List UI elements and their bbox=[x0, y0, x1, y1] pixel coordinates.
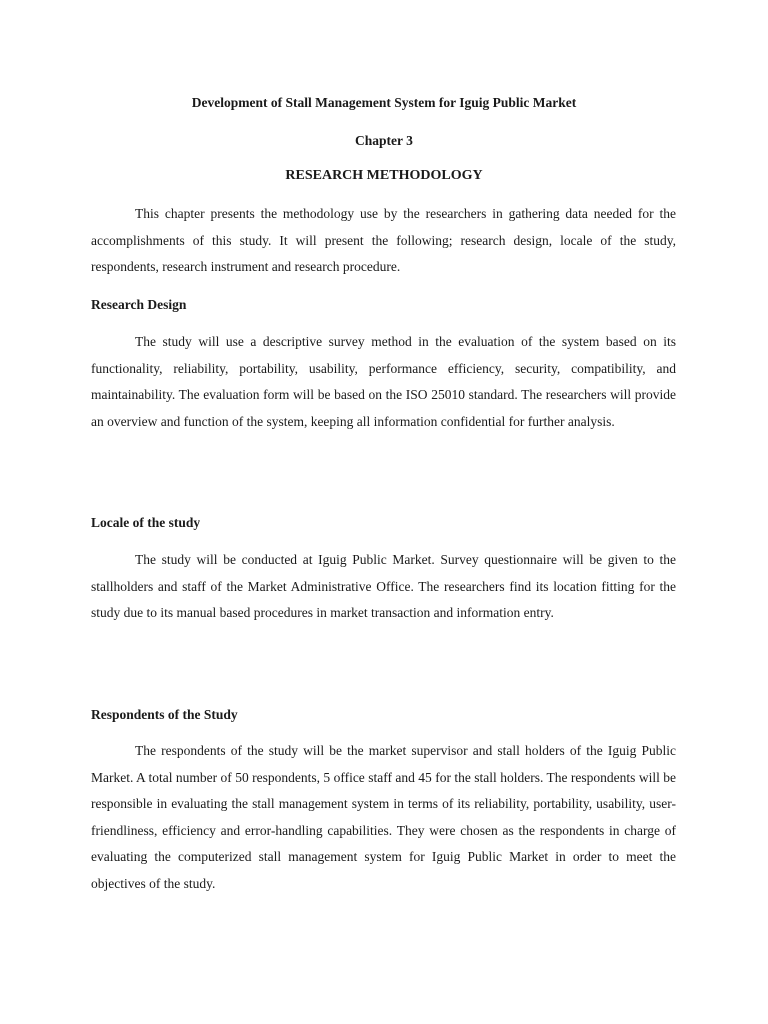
document-title: Development of Stall Management System for Iguig Public Market bbox=[191, 95, 577, 110]
intro-paragraph: This chapter presents the methodology use by the researchers in gathering data needed for the accomplishments of this study. It will present the following; research design, locale of the study, respondents, research instrument and research procedure. bbox=[91, 206, 676, 274]
section-body-locale: The study will be conducted at Iguig Public Market. Survey questionnaire will be given to the stallholders and staff of the Market Administrative Office. The researchers find its location fitting for the study due to its manual based procedures in market transaction and information entry. bbox=[91, 552, 676, 620]
section-heading-locale: Locale of the study bbox=[91, 515, 201, 530]
section-body-respondents: The respondents of the study will be the market supervisor and stall holders of the Iguig Public Market. A total number of 50 respondents, 5 office staff and 45 for the stall holders. The respondents will be responsible in evaluating the stall management system in terms of its reliability, portability, usability, user-friendliness, efficiency and error-handling capabilities. They were chosen as the respondents in charge of evaluating the computerized stall management system for Iguig Public Market in order to meet the objectives of the study. bbox=[91, 743, 676, 891]
section-heading-research-design: Research Design bbox=[91, 297, 187, 312]
chapter-title: RESEARCH METHODOLOGY bbox=[285, 168, 483, 183]
section-heading-respondents: Respondents of the Study bbox=[91, 707, 238, 722]
chapter-number: Chapter 3 bbox=[355, 133, 413, 148]
section-body-research-design: The study will use a descriptive survey method in the evaluation of the system based on its functionality, reliability, portability, usability, performance efficiency, security, compatibility, and maintainability. The evaluation form will be based on the ISO 25010 standard. The researchers will provide an overview and function of the system, keeping all information confidential for further analysis. bbox=[91, 334, 676, 429]
